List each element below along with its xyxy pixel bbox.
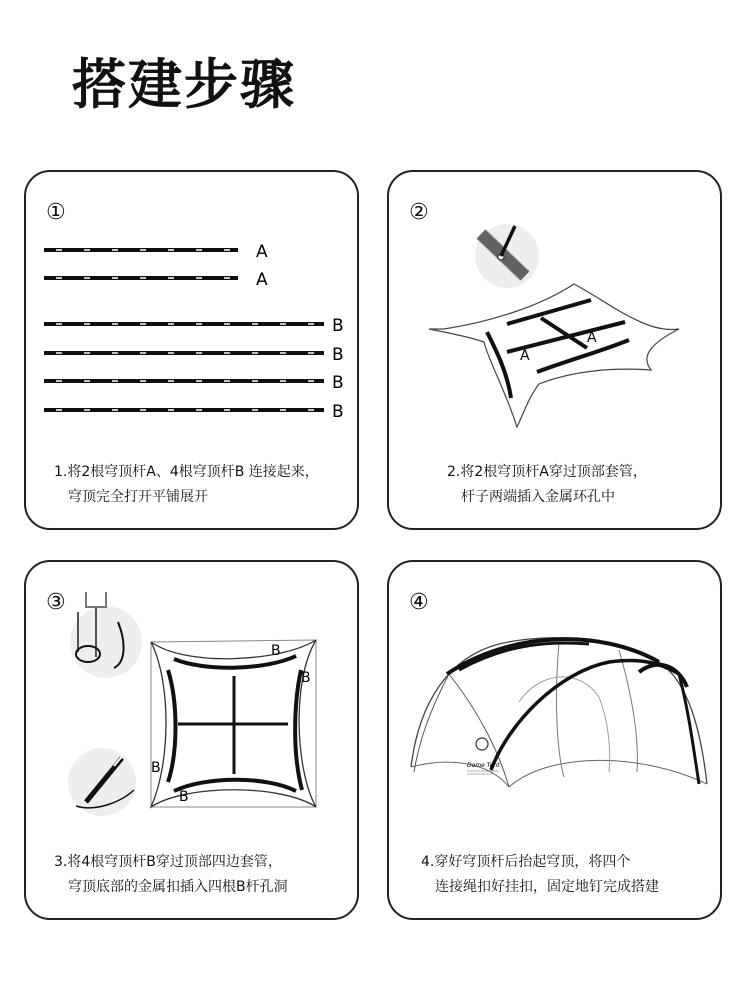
pole-label: B bbox=[332, 345, 344, 365]
pole-label: B bbox=[151, 760, 161, 776]
pole-end-detail bbox=[68, 748, 136, 816]
logo-badge bbox=[476, 738, 488, 750]
caption-line-2: 杆子两端插入金属环孔中 bbox=[461, 489, 615, 505]
step-caption bbox=[389, 850, 720, 900]
step-2-card bbox=[387, 170, 722, 530]
pole-label: B bbox=[332, 402, 344, 422]
page-title: 搭建步骤 bbox=[72, 53, 296, 116]
step-number: ③ bbox=[46, 590, 66, 615]
pole-layout-illustration bbox=[26, 172, 361, 472]
tent-flat-illustration bbox=[389, 172, 724, 472]
pole-label: A bbox=[587, 330, 597, 346]
pole-label: B bbox=[332, 373, 344, 393]
pole-label: B bbox=[271, 643, 281, 659]
pole-label: A bbox=[520, 348, 530, 364]
tent-outline bbox=[429, 284, 679, 427]
buckle-detail bbox=[70, 592, 142, 678]
caption-line-2: 连接绳扣好挂扣，固定地钉完成搭建 bbox=[435, 879, 659, 895]
pole-label: B bbox=[332, 316, 344, 336]
caption-line-1: 1.将2根穹顶杆A、4根穹顶杆B 连接起来， bbox=[54, 464, 319, 480]
pole-label: A bbox=[256, 242, 268, 262]
caption-line-2: 穹顶完全打开平铺展开 bbox=[68, 489, 208, 505]
step-caption bbox=[26, 460, 357, 510]
caption-line-2: 穹顶底部的金属扣插入四根B杆孔洞 bbox=[68, 879, 288, 895]
step-number: ① bbox=[46, 200, 66, 225]
dome-tent-illustration bbox=[389, 562, 724, 862]
step-caption bbox=[389, 460, 720, 510]
pole-label: A bbox=[256, 270, 268, 290]
pole-label: B bbox=[301, 670, 311, 686]
step-1-card bbox=[24, 170, 359, 530]
metal-ring-detail bbox=[475, 224, 539, 288]
caption-line-1: 3.将4根穹顶杆B穿过顶部四边套管， bbox=[54, 854, 282, 870]
step-4-card bbox=[387, 560, 722, 920]
tent-brand-label: Dome Tent bbox=[467, 762, 500, 769]
caption-line-1: 2.将2根穹顶杆A穿过顶部套管， bbox=[447, 464, 647, 480]
pole-label: B bbox=[179, 789, 189, 805]
step-caption bbox=[26, 850, 357, 900]
caption-line-1: 4.穿好穹顶杆后抬起穹顶，将四个 bbox=[421, 854, 631, 870]
step-3-card bbox=[24, 560, 359, 920]
tent-square-illustration bbox=[26, 562, 361, 862]
step-number: ② bbox=[409, 200, 429, 225]
step-number: ④ bbox=[409, 590, 429, 615]
